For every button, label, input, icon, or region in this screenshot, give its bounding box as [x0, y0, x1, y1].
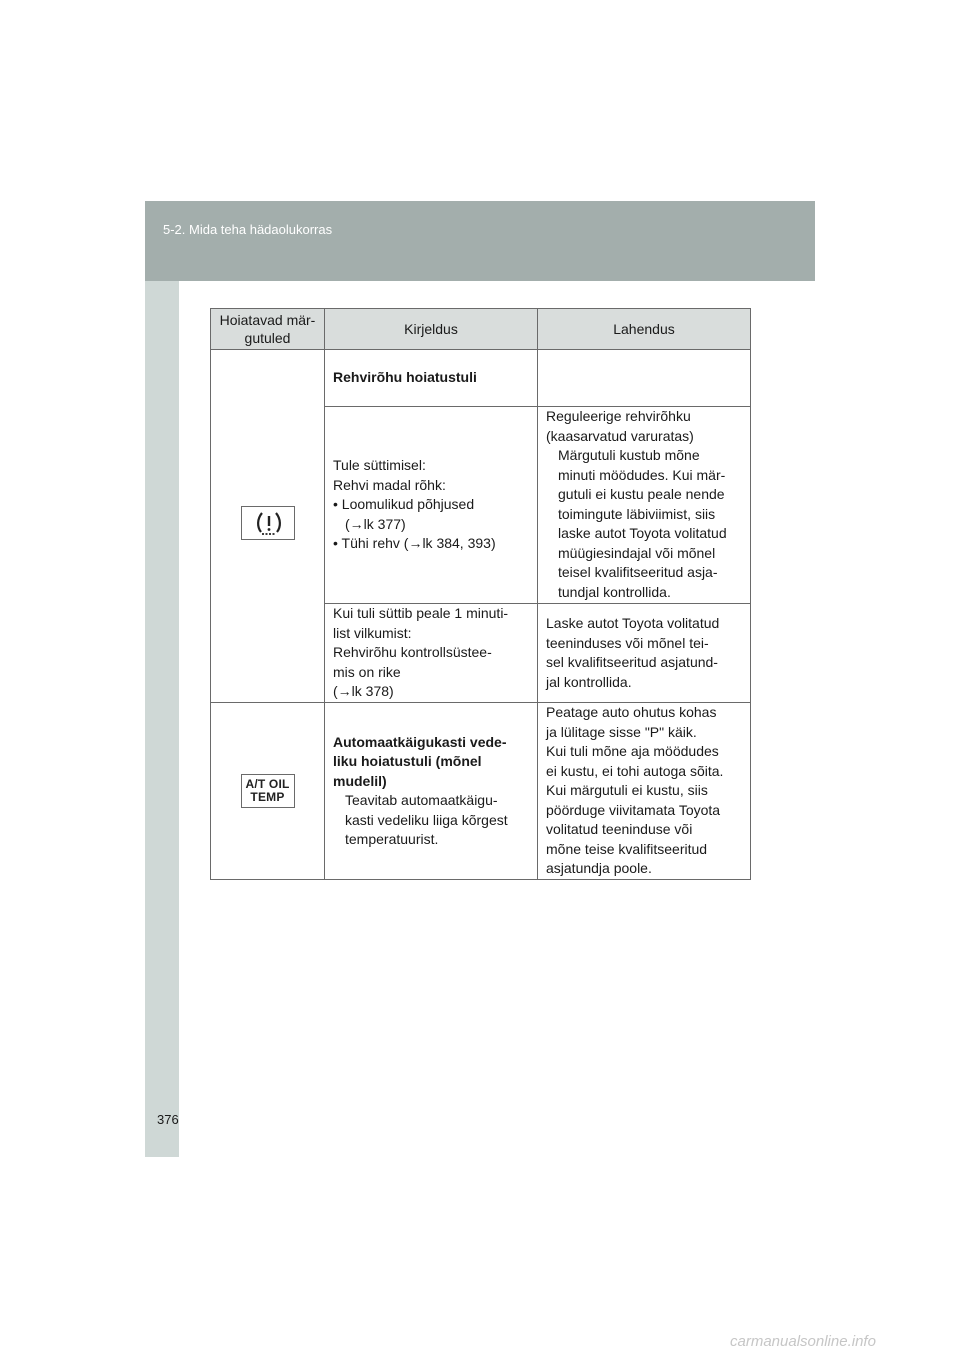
- section-header-band: [145, 201, 815, 281]
- table-row: [211, 350, 751, 407]
- table-header-row: [211, 309, 751, 350]
- atf-icon-cell: [211, 703, 325, 880]
- side-strip: [145, 281, 179, 1157]
- tire-solution-2: Laske autot Toyota volitatud teeninduses või mõnel tei- sel kvalifitseeritud asjatund- jal kontrollida.: [538, 604, 751, 703]
- atf-solution: Peatage auto ohutus kohas ja lülitage sisse "P" käik. Kui tuli mõne aja möödudes ei kustu, ei tohi autoga sõita. Kui märgutuli ei kustu, siis pöörduge viivitamata Toyota volitatud teeninduse või mõne teise kvalifitseeritud asjatundja poole.: [538, 703, 751, 880]
- warning-lights-table: [210, 308, 751, 880]
- tire-desc-1: Tule süttimisel: Rehvi madal rõhk: • Loomulikud põhjused (→lk 377) • Tühi rehv (→lk 384, 393): [325, 407, 538, 604]
- table-row: [211, 703, 751, 880]
- column-header-description: Kirjeldus: [325, 309, 538, 350]
- page-number: 376: [157, 1112, 179, 1127]
- atf-description: Automaatkäigukasti vede- liku hoiatustuli (mõnel mudelil) Teavitab automaatkäigu- kasti vedeliku liiga kõrgest temperatuurist.: [325, 703, 538, 880]
- column-header-warning-lights: Hoiatavad mär- gutuled: [211, 309, 325, 350]
- tire-icon-cell: [211, 350, 325, 703]
- section-title: 5-2. Mida teha hädaolukorras: [163, 222, 333, 237]
- tire-warning-title: Rehvirõhu hoiatustuli: [333, 369, 477, 386]
- tire-desc-2: Kui tuli süttib peale 1 minuti- list vilkumist: Rehvirõhu kontrollsüstee- mis on rike (→lk 378): [325, 604, 538, 703]
- watermark: carmanualsonline.info: [730, 1333, 876, 1350]
- at-oil-temp-icon: A/T OIL TEMP: [241, 774, 295, 808]
- tire-solution-1: Reguleerige rehvirõhku (kaasarvatud varuratas) Märgutuli kustub mõne minuti möödudes. Kui mär- gutuli ei kustu peale nende toimingute läbiviimist, siis laske autot Toyota volitatud müügiesindajal või mõnel teisel kvalifitseeritud asja- tundjal kontrollida.: [538, 407, 751, 604]
- column-header-solution: Lahendus: [538, 309, 751, 350]
- tire-title-cell: [325, 350, 538, 407]
- tire-pressure-warning-icon: [241, 506, 295, 540]
- tire-title-empty-cell: [538, 350, 751, 407]
